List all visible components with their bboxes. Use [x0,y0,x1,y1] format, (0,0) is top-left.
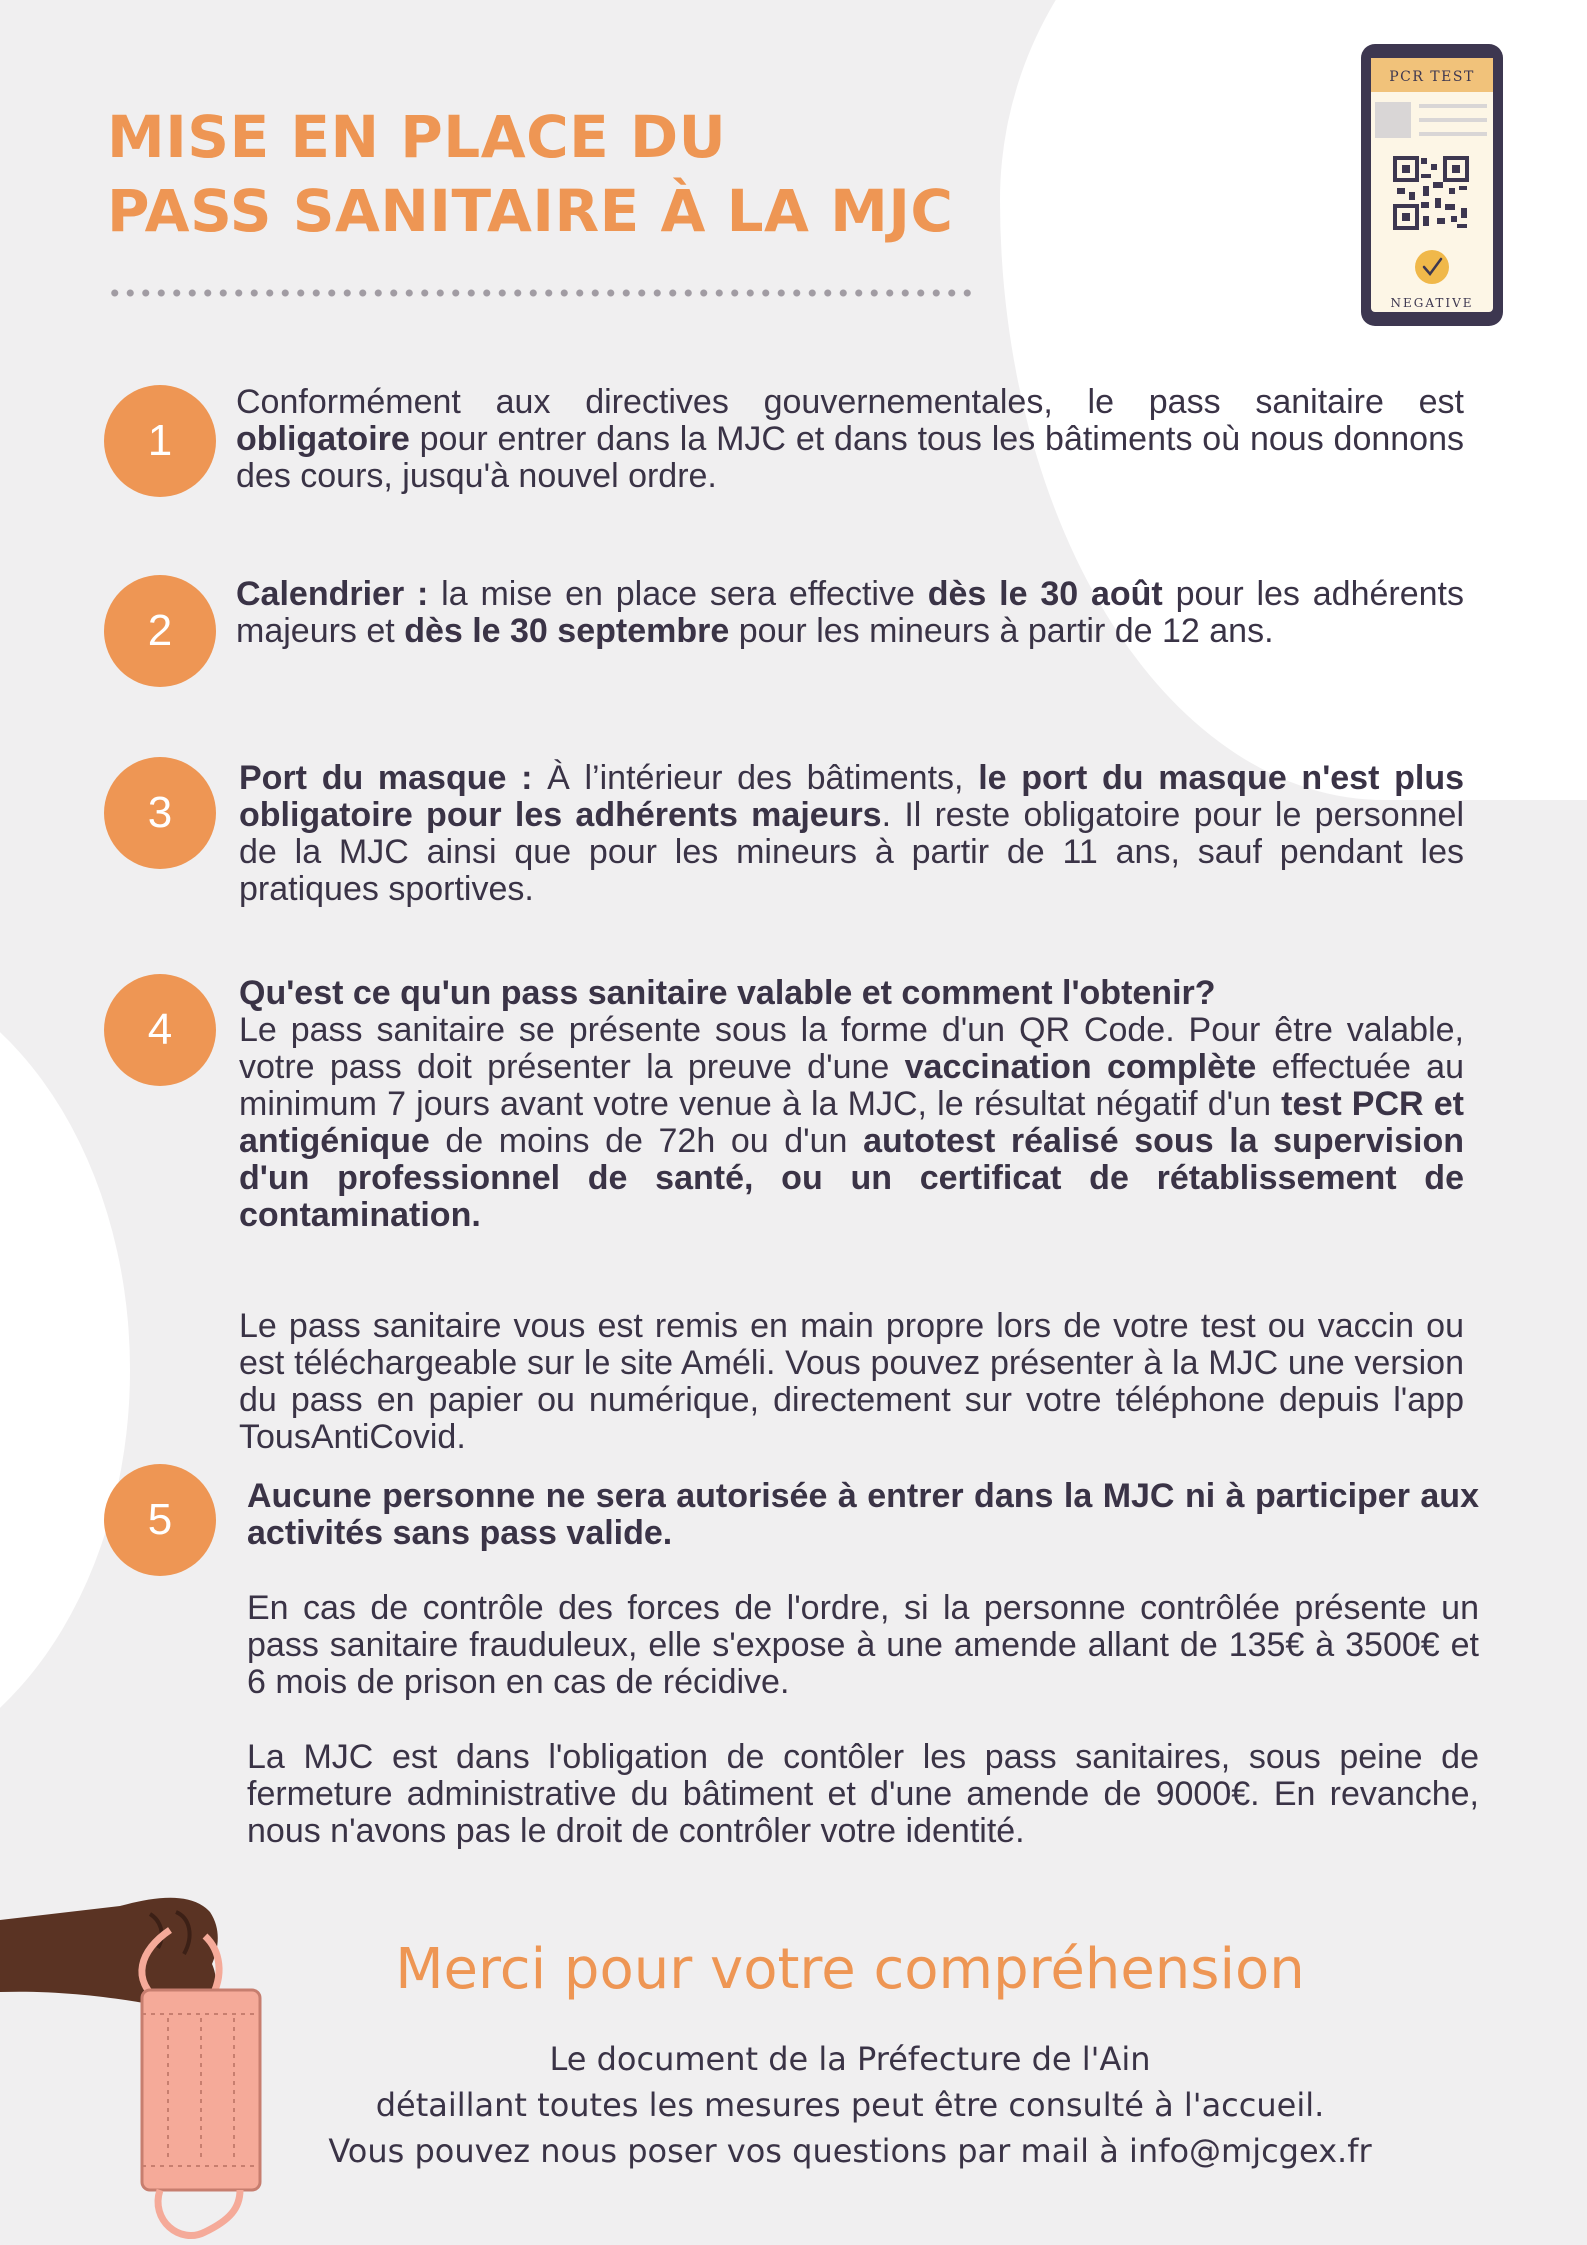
step-number-1: 1 [104,385,216,497]
footer-line-1: Le document de la Préfecture de l'Ain [549,2040,1151,2078]
section-5-text-2: La MJC est dans l'obligation de contôler les pass sanitaires, sous peine de fermeture administrative du bâtiment et d'une amende de 9000€. En revanche, nous n'avons pas le droit de contrôler votre identité. [247,1738,1479,1850]
thanks-message: Merci pour votre compréhension [395,1937,1305,2002]
dotted-divider [107,286,977,300]
phone-status-text: NEGATIVE [1390,296,1474,310]
section-2-text: Calendrier : la mise en place sera effective dès le 30 août pour les adhérents majeurs et dès le 30 septembre pour les mineurs à partir de 12 ans. [236,575,1464,650]
background-shape-left [0,960,130,1780]
footer-info [200,2036,1500,2174]
step-number-2: 2 [104,575,216,687]
section-4-extra-text: Le pass sanitaire vous est remis en main propre lors de votre test ou vaccin ou est téléchargeable sur le site Améli. Vous pouvez présenter à la MJC une version du pass en papier ou numérique, directement sur votre téléphone depuis l'app TousAntiCovid. [239,1307,1464,1456]
section-1-text: Conformément aux directives gouvernementales, le pass sanitaire est obligatoire pour entrer dans la MJC et dans tous les bâtiments où nous donnons des cours, jusqu'à nouvel ordre. [236,383,1464,495]
footer-line-2: détaillant toutes les mesures peut être consulté à l'accueil. [375,2086,1325,2124]
step-number-4: 4 [104,974,216,1086]
step-number-3: 3 [104,757,216,869]
phone-header-text: PCR TEST [1389,69,1475,85]
page-title [107,100,953,248]
section-5-heading: Aucune personne ne sera autorisée à entrer dans la MJC ni à participer aux activités sans pass valide. [247,1477,1479,1552]
section-5-text-1: En cas de contrôle des forces de l'ordre, si la personne contrôlée présente un pass sanitaire frauduleux, elle s'expose à une amende allant de 135€ à 3500€ et 6 mois de prison en cas de récidive. [247,1589,1479,1701]
title-line-1: MISE EN PLACE DU [107,103,727,171]
section-4-heading: Qu'est ce qu'un pass sanitaire valable et comment l'obtenir? [239,974,1216,1012]
footer-line-3: Vous pouvez nous poser vos questions par mail à info@mjcgex.fr [328,2132,1372,2170]
section-3-text: Port du masque : À l’intérieur des bâtiments, le port du masque n'est plus obligatoire pour les adhérents majeurs. Il reste obligatoire pour le personnel de la MJC ainsi que pour les mineurs à partir de 11 ans, sauf pendant les pratiques sportives. [239,759,1464,908]
step-number-5: 5 [104,1464,216,1576]
section-4-text: Qu'est ce qu'un pass sanitaire valable et comment l'obtenir? Le pass sanitaire se présente sous la forme d'un QR Code. Pour être valable, votre pass doit présenter la preuve d'une vaccination complète effectuée au minimum 7 jours avant votre venue à la MJC, le résultat négatif d'un test PCR et antigénique de moins de 72h ou d'un autotest réalisé sous la supervision d'un professionnel de santé, ou un certificat de rétablissement de contamination. [239,974,1465,1234]
phone-pcr-test-icon [1357,40,1507,330]
title-line-2: PASS SANITAIRE À LA MJC [107,177,954,245]
check-icon [1415,250,1449,284]
